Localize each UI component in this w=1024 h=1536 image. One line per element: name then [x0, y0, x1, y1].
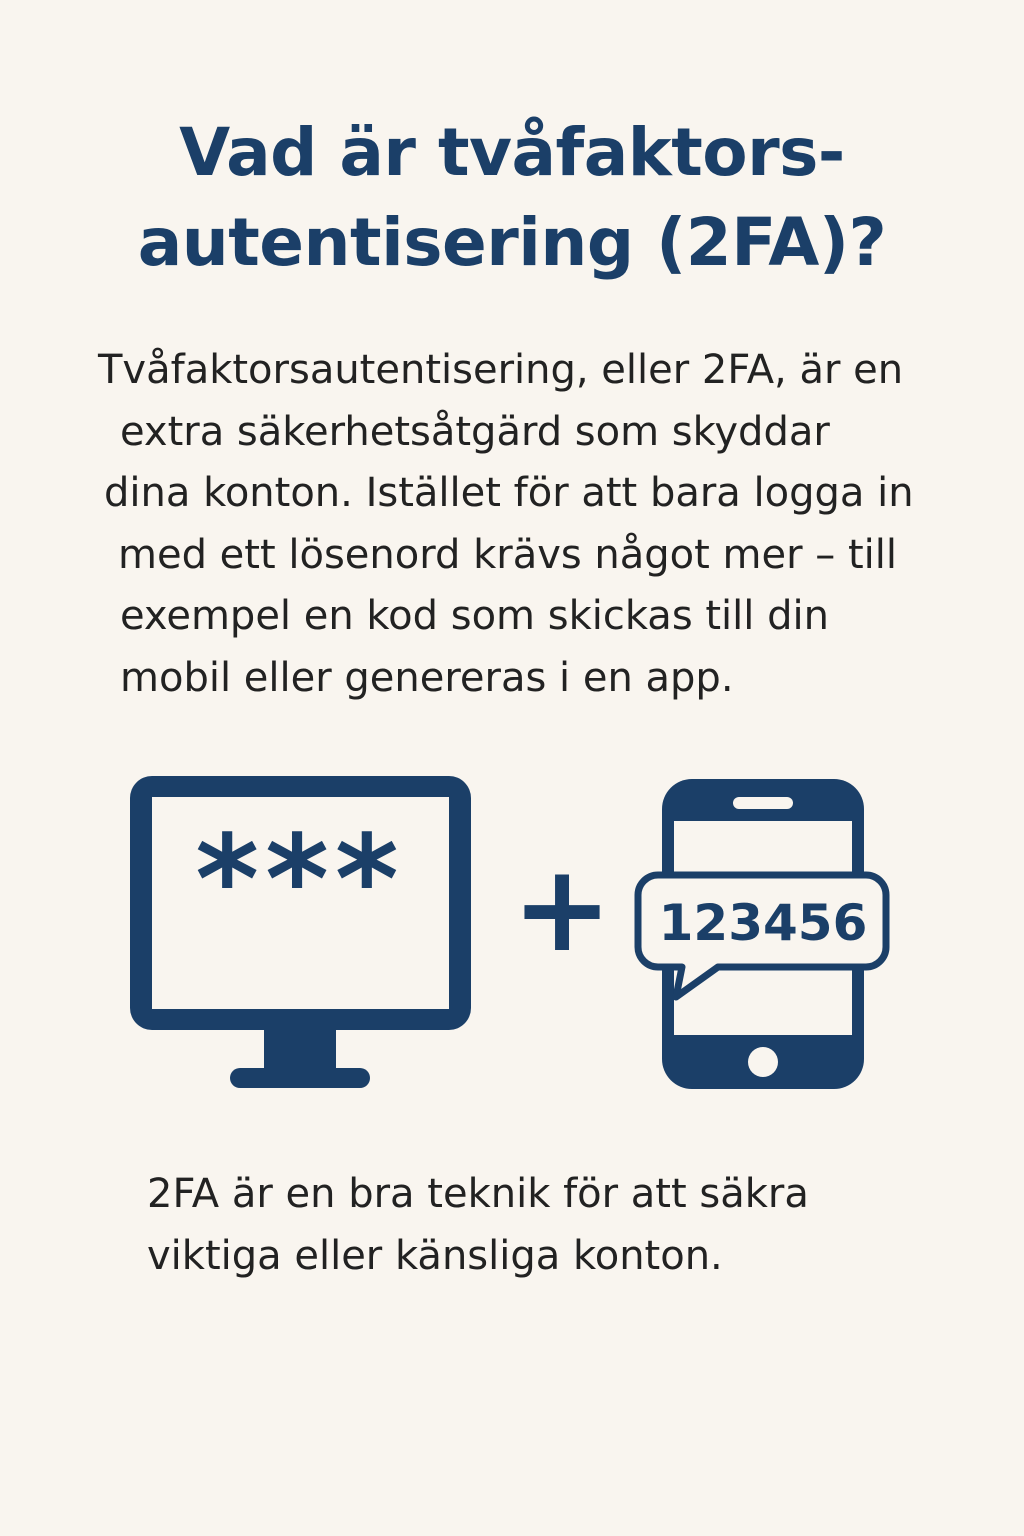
two-factor-illustration — [0, 760, 1024, 1100]
plus-icon: + — [511, 840, 613, 979]
outro-line-2: viktiga eller känsliga konton. — [147, 1233, 723, 1279]
intro-line-1: Tvåfaktorsautentisering, eller 2FA, är en — [98, 347, 904, 393]
sms-code: 123456 — [658, 894, 868, 952]
page-title-line-2: autentisering (2FA)? — [137, 204, 887, 281]
monitor-icon — [130, 776, 471, 1088]
intro-line-5: exempel en kod som skickas till din — [120, 593, 829, 639]
outro-paragraph — [147, 1163, 809, 1287]
page-title — [0, 108, 1024, 288]
outro-line-1: 2FA är en bra teknik för att säkra — [147, 1171, 809, 1217]
intro-line-6: mobil eller genereras i en app. — [120, 654, 734, 701]
password-mask: *** — [195, 809, 405, 951]
intro-line-2: extra säkerhetsåtgärd som skyddar — [120, 408, 830, 455]
intro-paragraph — [0, 340, 1024, 709]
intro-line-4: med ett lösenord krävs något mer – till — [118, 531, 898, 578]
intro-line-3: dina konton. Istället för att bara logga in — [104, 470, 914, 516]
page-title-line-1: Vad är tvåfaktors- — [179, 114, 845, 191]
